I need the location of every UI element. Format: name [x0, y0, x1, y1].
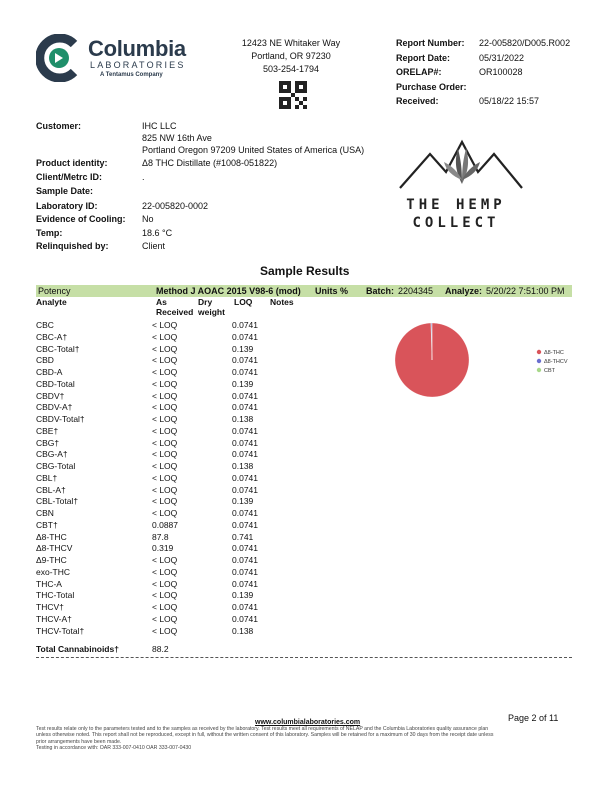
report-label-2: ORELAP#:: [396, 67, 442, 78]
footer-disclaimer: Test results relate only to the parameters tested and to the samples as received by the laboratory. Test results meet all requirements of NELAP and the Columbia Laboratories quality assurance plan unless otherwise noted. This report shall not be reproduced, except in full, without the written consent of this laboratory. Samples will be retained for a maximum of 30 days from the receipt date unless prior arrangements have been made. Testing in accordance with: OAR 333-007-0410 OAR 333-007-0430: [36, 726, 494, 751]
analyte-cell: CBC-Total†: [36, 343, 80, 354]
column-analyte: Analyte: [36, 297, 67, 307]
loq-cell: 0.0741: [232, 602, 258, 612]
as-received-cell: < LOQ: [152, 566, 178, 577]
as-received-cell: < LOQ: [152, 331, 178, 342]
legend-marker: [537, 359, 541, 363]
analyte-cell: THC-Total: [36, 590, 75, 601]
potency-header-bar: [36, 285, 572, 297]
as-received-cell: < LOQ: [152, 320, 178, 330]
field-value-5: 18.6 °C: [142, 228, 173, 238]
field-value-4: No: [142, 214, 154, 224]
field-label-4: Evidence of Cooling:: [36, 214, 126, 224]
as-received-cell: < LOQ: [152, 508, 178, 518]
field-label-3: Laboratory ID:: [36, 201, 98, 211]
as-received-cell: < LOQ: [152, 367, 178, 377]
analyte-cell: CBG-A†: [36, 449, 68, 460]
as-received-cell: < LOQ: [152, 496, 178, 507]
as-received-cell: < LOQ: [152, 343, 178, 354]
field-label-1: Client/Metrc ID:: [36, 172, 103, 182]
loq-cell: 0.0741: [232, 613, 258, 624]
table-row: [36, 508, 576, 520]
legend-label: Δ8-THC: [544, 350, 564, 356]
table-row: [36, 461, 576, 473]
loq-cell: 0.0741: [232, 555, 258, 565]
table-row: [36, 426, 576, 438]
report-value-2: OR100028: [479, 67, 523, 78]
analyte-cell: CBL-A†: [36, 484, 66, 495]
analyte-cell: CBDV-Total†: [36, 414, 85, 424]
loq-cell: 0.138: [232, 414, 254, 424]
field-label-5: Temp:: [36, 228, 63, 238]
field-value-0: Δ8 THC Distillate (#1008-051822): [142, 158, 278, 168]
as-received-cell: < LOQ: [152, 378, 178, 389]
potency-label: Potency: [38, 286, 71, 296]
loq-cell: 0.0741: [232, 578, 258, 589]
as-received-cell: < LOQ: [152, 449, 178, 460]
field-label-2: Sample Date:: [36, 186, 94, 196]
column-notes: Notes: [270, 297, 294, 307]
analyte-cell: Δ8-THC: [36, 531, 67, 542]
potency-pie-chart: [392, 320, 592, 400]
loq-cell: 0.0741: [232, 437, 258, 448]
analyte-cell: Δ9-THC: [36, 555, 67, 565]
report-value-4: 05/18/22 15:57: [479, 96, 540, 107]
section-title: Sample Results: [260, 264, 350, 278]
brand-line-2: COLLECT: [412, 215, 500, 231]
field-label-6: Relinquished by:: [36, 241, 109, 251]
analyte-cell: CBG†: [36, 437, 60, 448]
analyte-cell: Δ8-THCV: [36, 543, 73, 554]
loq-cell: 0.138: [232, 625, 254, 636]
address-line-3: 503-254-1794: [262, 64, 320, 74]
loq-cell: 0.0741: [232, 320, 258, 330]
analyte-cell: CBD-Total: [36, 378, 75, 389]
as-received-cell: < LOQ: [152, 578, 178, 589]
loq-cell: 0.139: [232, 343, 254, 354]
legend-marker: [537, 350, 541, 354]
table-row: [36, 414, 576, 426]
as-received-cell: < LOQ: [152, 472, 178, 483]
loq-cell: 0.138: [232, 461, 254, 471]
footer-website[interactable]: www.columbialaboratories.com: [255, 719, 361, 726]
as-received-cell: < LOQ: [152, 425, 178, 436]
field-label-0: Product identity:: [36, 158, 108, 168]
column-dry-weight: Dry weight: [198, 297, 225, 317]
hemp-leaf-mountain-logo-icon: [396, 132, 526, 192]
field-value-6: Client: [142, 241, 166, 251]
analyte-cell: THCV-A†: [36, 613, 72, 624]
analyze-value: 5/20/22 7:51:00 PM: [486, 286, 565, 296]
report-label-4: Received:: [396, 96, 439, 107]
column-loq: LOQ: [234, 297, 253, 307]
field-value-1: .: [142, 172, 145, 182]
analyte-cell: THCV-Total†: [36, 625, 85, 636]
loq-cell: 0.0741: [232, 331, 258, 342]
as-received-cell: < LOQ: [152, 402, 178, 413]
logo-subtitle: LABORATORIES: [90, 60, 186, 70]
legend-label: Δ8-THCV: [544, 359, 568, 365]
as-received-cell: < LOQ: [152, 590, 178, 601]
loq-cell: 0.0741: [232, 566, 258, 577]
customer-name: IHC LLC: [142, 121, 177, 131]
analyte-cell: CBC: [36, 320, 54, 330]
analyte-cell: CBDV†: [36, 390, 65, 401]
logo-wordmark: Columbia: [88, 36, 186, 61]
as-received-cell: < LOQ: [152, 613, 178, 624]
loq-cell: 0.0741: [232, 519, 258, 530]
qr-code-icon: [279, 81, 307, 109]
table-row: [36, 579, 576, 591]
customer-label: Customer:: [36, 121, 82, 131]
legend-label: CBT: [544, 368, 555, 374]
table-row: [36, 449, 576, 461]
loq-cell: 0.0741: [232, 508, 258, 518]
as-received-cell: < LOQ: [152, 414, 178, 424]
analyte-cell: exo-THC: [36, 566, 71, 577]
lab-address: [236, 37, 346, 76]
loq-cell: 0.741: [232, 531, 254, 542]
loq-cell: 0.0741: [232, 425, 258, 436]
analyte-cell: CBDV-A†: [36, 402, 73, 413]
method-label: Method J AOAC 2015 V98-6 (mod): [156, 286, 301, 296]
report-label-3: Purchase Order:: [396, 81, 467, 92]
loq-cell: 0.0741: [232, 449, 258, 460]
as-received-cell: 87.8: [152, 531, 169, 542]
as-received-cell: < LOQ: [152, 390, 178, 401]
analyte-cell: CBE†: [36, 425, 59, 436]
report-value-1: 05/31/2022: [479, 52, 525, 63]
table-row: [36, 532, 576, 544]
address-line-2: Portland, OR 97230: [251, 51, 331, 61]
table-row: [36, 473, 576, 485]
total-row: [36, 644, 576, 656]
table-row: [36, 485, 576, 497]
table-row: [36, 402, 576, 414]
as-received-cell: < LOQ: [152, 437, 178, 448]
loq-cell: 0.139: [232, 590, 254, 601]
loq-cell: 0.0741: [232, 484, 258, 495]
report-label-1: Report Date:: [396, 52, 451, 63]
column-as-received: As Received: [156, 297, 194, 317]
table-row: [36, 438, 576, 450]
as-received-cell: < LOQ: [152, 602, 178, 612]
table-row: [36, 555, 576, 567]
table-row: [36, 602, 576, 614]
loq-cell: 0.0741: [232, 472, 258, 483]
table-row: [36, 567, 576, 579]
analyte-cell: CBC-A†: [36, 331, 68, 342]
logo-tagline: A Tentamus Company: [100, 72, 163, 78]
loq-cell: 0.0741: [232, 543, 258, 554]
loq-cell: 0.0741: [232, 402, 258, 413]
analyte-cell: CBG-Total: [36, 461, 76, 471]
analyte-cell: CBD-A: [36, 367, 63, 377]
as-received-cell: < LOQ: [152, 625, 178, 636]
customer-address-1: 825 NW 16th Ave: [142, 133, 212, 143]
table-row: [36, 520, 576, 532]
loq-cell: 0.139: [232, 378, 254, 389]
table-row: [36, 543, 576, 555]
address-line-1: 12423 NE Whitaker Way: [241, 38, 341, 48]
table-bottom-divider: [36, 657, 572, 658]
analyte-cell: CBN: [36, 508, 54, 518]
table-row: [36, 590, 576, 602]
brand-line-1: THE HEMP: [406, 197, 506, 213]
legend-marker: [537, 368, 541, 372]
field-value-3: 22-005820-0002: [142, 201, 209, 211]
table-row: [36, 496, 576, 508]
analyze-label: Analyze:: [445, 286, 483, 296]
as-received-cell: < LOQ: [152, 484, 178, 495]
brand-name: [396, 196, 516, 232]
table-row: [36, 614, 576, 626]
columbia-logo-mark-icon: [36, 34, 82, 82]
as-received-cell: < LOQ: [152, 555, 178, 565]
analyte-cell: THCV†: [36, 602, 64, 612]
report-value-0: 22-005820/D005.R002: [479, 38, 571, 48]
batch-label: Batch:: [366, 286, 395, 296]
units-label: Units %: [315, 286, 349, 296]
customer-address-2: Portland Oregon 97209 United States of America (USA): [142, 145, 365, 155]
page-number: Page 2 of 11: [508, 713, 559, 723]
analyte-cell: CBD: [36, 355, 54, 366]
report-label-0: Report Number:: [396, 38, 465, 48]
table-row: [36, 626, 576, 638]
batch-value: 2204345: [398, 286, 434, 296]
analyte-cell: CBT†: [36, 519, 58, 530]
total-value: 88.2: [152, 644, 169, 654]
analyte-cell: THC-A: [36, 578, 62, 589]
loq-cell: 0.0741: [232, 390, 258, 401]
loq-cell: 0.0741: [232, 367, 258, 377]
loq-cell: 0.0741: [232, 355, 258, 366]
as-received-cell: 0.0887: [152, 519, 178, 530]
as-received-cell: 0.319: [152, 543, 174, 554]
as-received-cell: < LOQ: [152, 355, 178, 366]
total-analyte: Total Cannabinoids†: [36, 644, 119, 654]
loq-cell: 0.139: [232, 496, 254, 507]
analyte-cell: CBL-Total†: [36, 496, 79, 507]
company-logo: [36, 34, 196, 84]
as-received-cell: < LOQ: [152, 461, 178, 471]
analyte-cell: CBL†: [36, 472, 58, 483]
